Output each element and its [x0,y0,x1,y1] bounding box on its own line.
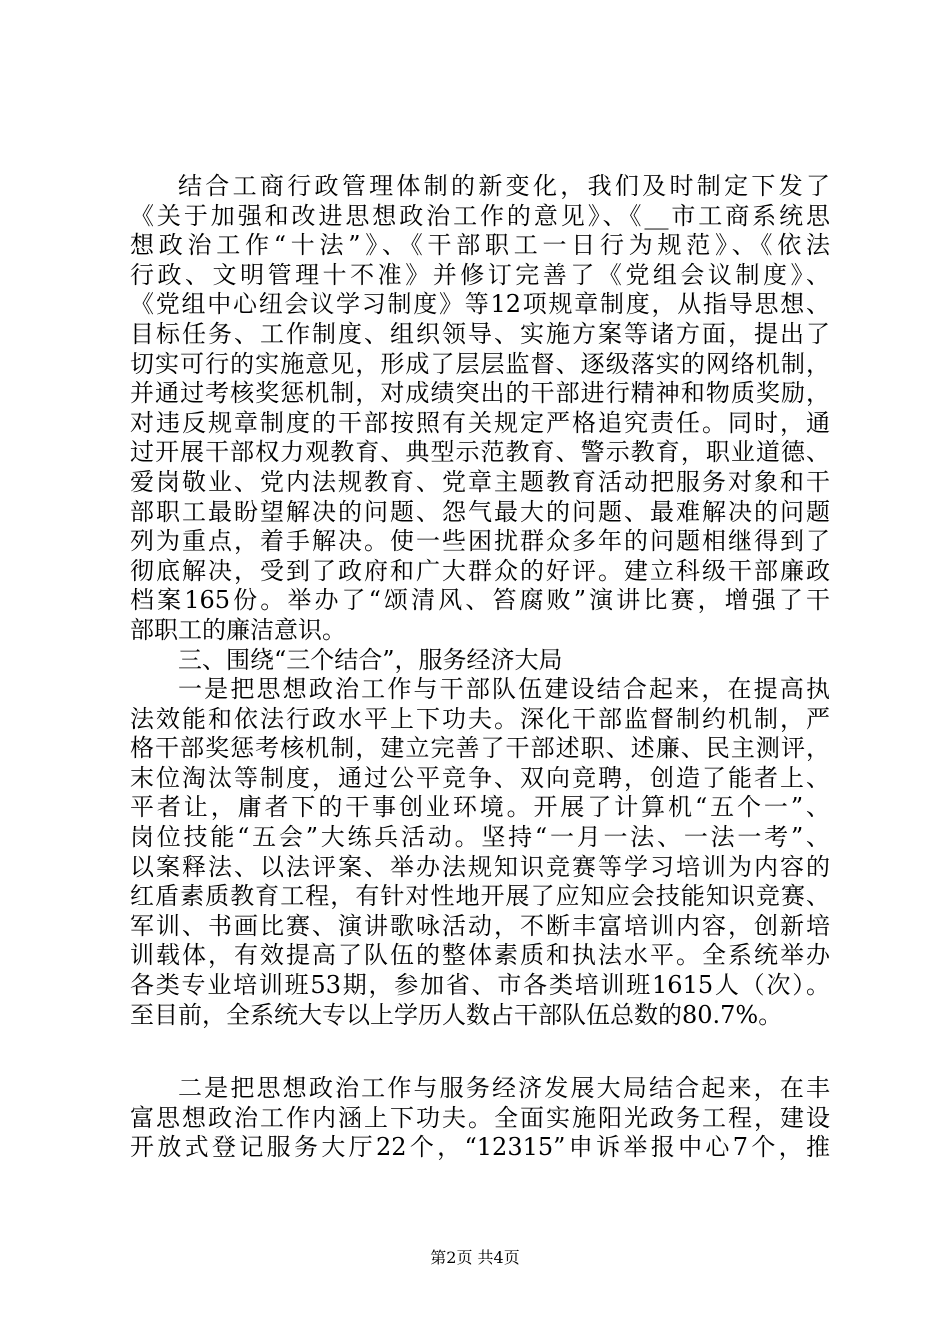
text-line: 对违反规章制度的干部按照有关规定严格追究责任。同时，通 [130,408,830,437]
text-line: 法效能和依法行政水平上下功夫。深化干部监督制约机制，严 [130,704,830,733]
paragraph-spacer [130,1030,830,1074]
text-line: 格干部奖惩考核机制，建立完善了干部述职、述廉、民主测评， [130,734,830,763]
text-line: 部职工最盼望解决的问题、怨气最大的问题、最难解决的问题 [130,497,830,526]
text-line: 平者让，庸者下的干事创业环境。开展了计算机“五个一”、 [130,793,830,822]
text-line: 切实可行的实施意见，形成了层层监督、逐级落实的网络机制， [130,349,830,378]
text-line: 以案释法、以法评案、举办法规知识竞赛等学习培训为内容的 [130,852,830,881]
paragraph-team-building [130,675,830,1030]
text-line: 目标任务、工作制度、组织领导、实施方案等诸方面，提出了 [130,319,830,348]
text-line: 开放式登记服务大厅22个，“12315”申诉举报中心7个，推 [130,1133,830,1162]
paragraph-economic-service [130,1074,830,1163]
text-line: 岗位技能“五会”大练兵活动。坚持“一月一法、一法一考”、 [130,823,830,852]
text-line: 一是把思想政治工作与干部队伍建设结合起来，在提高执 [178,675,830,704]
text-line: 过开展干部权力观教育、典型示范教育、警示教育，职业道德、 [130,438,830,467]
text-line: 末位淘汰等制度，通过公平竞争、双向竞聘，创造了能者上、 [130,763,830,792]
text-line: 彻底解决，受到了政府和广大群众的好评。建立科级干部廉政 [130,556,830,585]
section-heading-text: 三、围绕“三个结合”，服务经济大局 [178,645,563,674]
page-number-label: 第2页 共4页 [430,1248,520,1267]
text-line: 结合工商行政管理体制的新变化，我们及时制定下发了 [178,172,830,200]
text-line: 训载体，有效提高了队伍的整体素质和执法水平。全系统举办 [130,941,830,970]
paragraph-regulations [130,172,830,646]
text-line: 红盾素质教育工程，有针对性地开展了应知应会技能知识竞赛、 [130,882,830,911]
page-footer [0,1248,950,1268]
text-line: 《党组中心纽会议学习制度》等12项规章制度，从指导思想、 [130,290,830,319]
document-body [130,172,830,1163]
text-line: 并通过考核奖惩机制，对成绩突出的干部进行精神和物质奖励， [130,379,830,408]
text-line: 《关于加强和改进思想政治工作的意见》、《__市工商系统思 [130,201,830,230]
text-line: 二是把思想政治工作与服务经济发展大局结合起来，在丰 [178,1074,830,1103]
text-line: 部职工的廉洁意识。 [130,615,346,644]
text-line: 行政、文明管理十不准》并修订完善了《党组会议制度》、 [130,260,830,289]
text-line: 各类专业培训班53期，参加省、市各类培训班1615人（次）。 [130,971,830,1000]
text-line: 档案165份。举办了“颂清风、笞腐败”演讲比赛，增强了干 [130,586,830,615]
text-line: 至目前，全系统大专以上学历人数占干部队伍总数的80.7%。 [130,1000,783,1029]
text-line: 爱岗敬业、党内法规教育、党章主题教育活动把服务对象和干 [130,467,830,496]
section-heading [130,646,830,676]
text-line: 军训、书画比赛、演讲歌咏活动，不断丰富培训内容，创新培 [130,911,830,940]
text-line: 富思想政治工作内涵上下功夫。全面实施阳光政务工程，建设 [130,1103,830,1132]
text-line: 想政治工作“十法”》、《干部职工一日行为规范》、《依法 [130,231,830,260]
text-line: 列为重点，着手解决。使一些困扰群众多年的问题相继得到了 [130,527,830,556]
